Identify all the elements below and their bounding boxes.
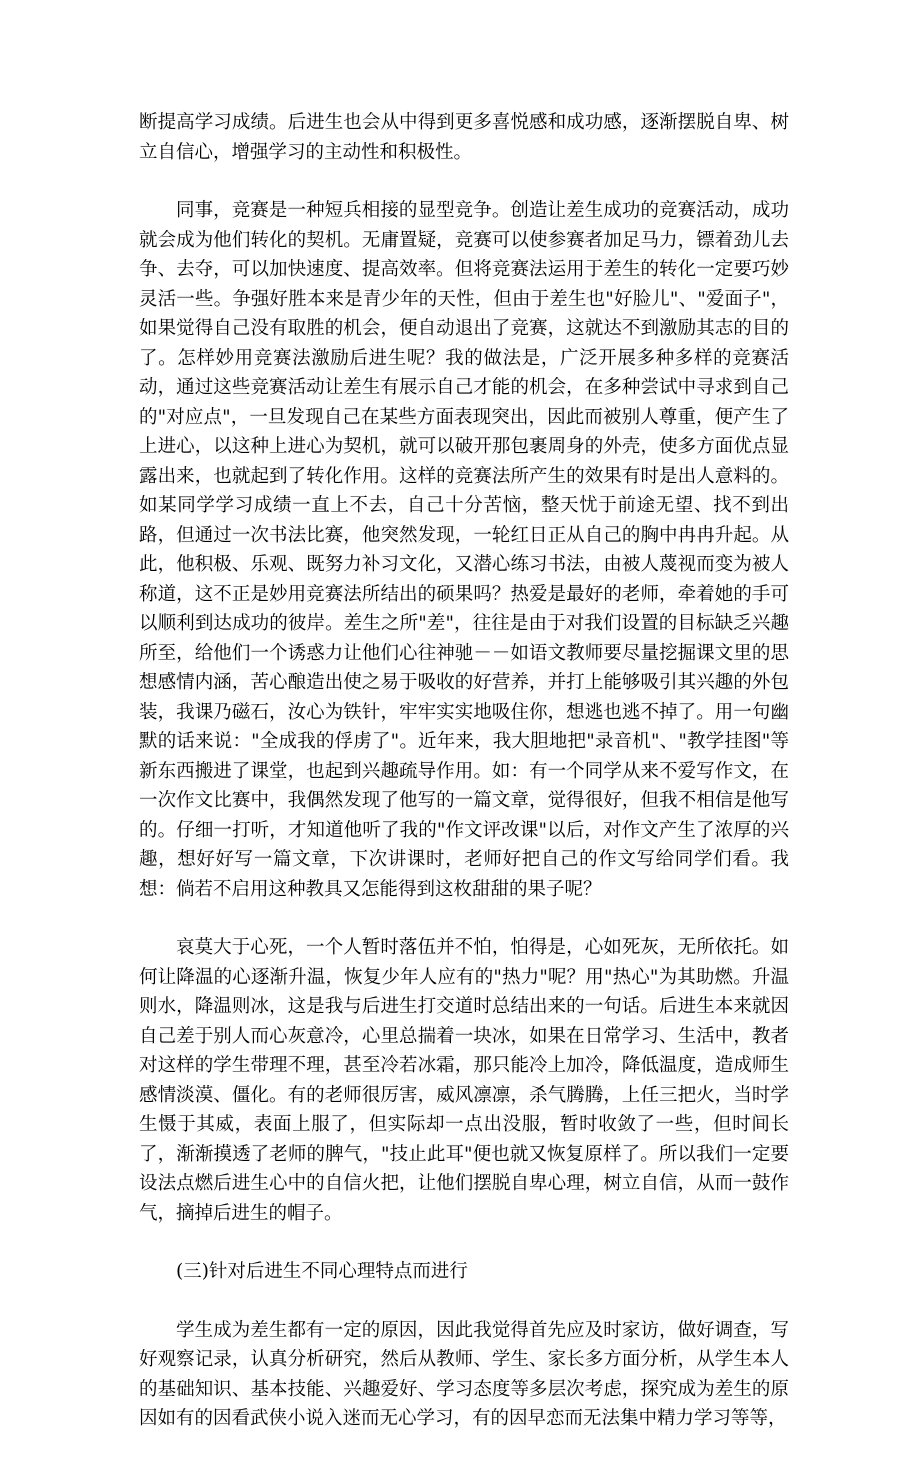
paragraph-warmth: 哀莫大于心死，一个人暂时落伍并不怕，怕得是，心如死灰，无所依托。如何让降温的心逐渐升温，恢复少年人应有的"热力"呢？用"热心"为其助燃。升温则水，降温则冰，这是我与后进生打交道时总结出来的一句话。后进生本来就因自己差于别人而心灰意冷，心里总揣着一块冰，如果在日常学习、生活中，教者对这样的学生带理不理，甚至冷若冰霜，那只能冷上加冷，降低温度，造成师生感情淡漠、僵化。有的老师很厉害，威风凛凛，杀气腾腾，上任三把火，当时学生慑于其威，表面上服了，但实际却一点出没服，暂时收敛了一些，但时间长了，渐渐摸透了老师的脾气，"技止此耳"便也就又恢复原样了。所以我们一定要设法点燃后进生心中的自信火把，让他们摆脱自卑心理，树立自信，从而一鼓作气，摘掉后进生的帽子。	[139, 937, 789, 1224]
paragraph-competition: 同事，竞赛是一种短兵相接的显型竞争。创造让差生成功的竞赛活动，成功就会成为他们转化的契机。无庸置疑，竞赛可以使参赛者加足马力，镖着劲儿去争、去夺，可以加快速度、提高效率。但将竞赛法运用于差生的转化一定要巧妙灵活一些。争强好胜本来是青少年的天性，但由于差生也"好脸儿"、"爱面子"，如果觉得自己没有取胜的机会，便自动退出了竞赛，这就达不到激励其志的目的了。怎样妙用竞赛法激励后进生呢？我的做法是，广泛开展多种多样的竞赛活动，通过这些竞赛活动让差生有展示自己才能的机会，在多种尝试中寻求到自己的"对应点"，一旦发现自己在某些方面表现突出，因此而被别人尊重，便产生了上进心，以这种上进心为契机，就可以破开那包裹周身的外壳，使多方面优点显露出来，也就起到了转化作用。这样的竞赛法所产生的效果有时是出人意料的。如某同学学习成绩一直上不去，自己十分苦恼，整天忧于前途无望、找不到出路，但通过一次书法比赛，他突然发现，一轮红日正从自己的胸中冉冉升起。从此，他积极、乐观、既努力补习文化，又潜心练习书法，由被人蔑视而变为被人称道，这不正是妙用竞赛法所结出的硕果吗？热爱是最好的老师，牵着她的手可以顺利到达成功的彼岸。差生之所"差"，往往是由于对我们设置的目标缺乏兴趣所至，给他们一个诱惑力让他们心往神驰－－如语文教师要尽量挖掘课文里的思想感情内涵，苦心酿造出使之易于吸收的好营养，并打上能够吸引其兴趣的外包装，我课乃磁石，汝心为铁针，牢牢实实地吸住你，想逃也逃不掉了。用一句幽默的话来说："全成我的俘虏了"。近年来，我大胆地把"录音机"、"教学挂图"等新东西搬进了课堂，也起到兴趣疏导作用。如：有一个同学从来不爱写作文，在一次作文比赛中，我偶然发现了他写的一篇文章，觉得很好，但我不相信是他写的。仔细一打听，才知道他听了我的"作文评改课"以后，对作文产生了浓厚的兴趣，想好好写一篇文章，下次讲课时，老师好把自己的作文写给同学们看。我想：倘若不启用这种教具又怎能得到这枚甜甜的果子呢？	[139, 200, 789, 900]
document-page	[139, 108, 789, 1463]
paragraph-psychology: 学生成为差生都有一定的原因，因此我觉得首先应及时家访，做好调查，写好观察记录，认真分析研究，然后从教师、学生、家长多方面分析，从学生本人的基础知识、基本技能、兴趣爱好、学习态度等多层次考虑，探究成为差生的原因如有的因看武侠小说入迷而无心学习，有的因早恋而无法集中精力学习等等，	[139, 1319, 789, 1429]
paragraph-continuation: 断提高学习成绩。后进生也会从中得到更多喜悦感和成功感，逐渐摆脱自卑、树立自信心，增强学习的主动性和积极性。	[139, 112, 789, 163]
section-heading: (三)针对后进生不同心理特点而进行	[176, 1261, 468, 1282]
